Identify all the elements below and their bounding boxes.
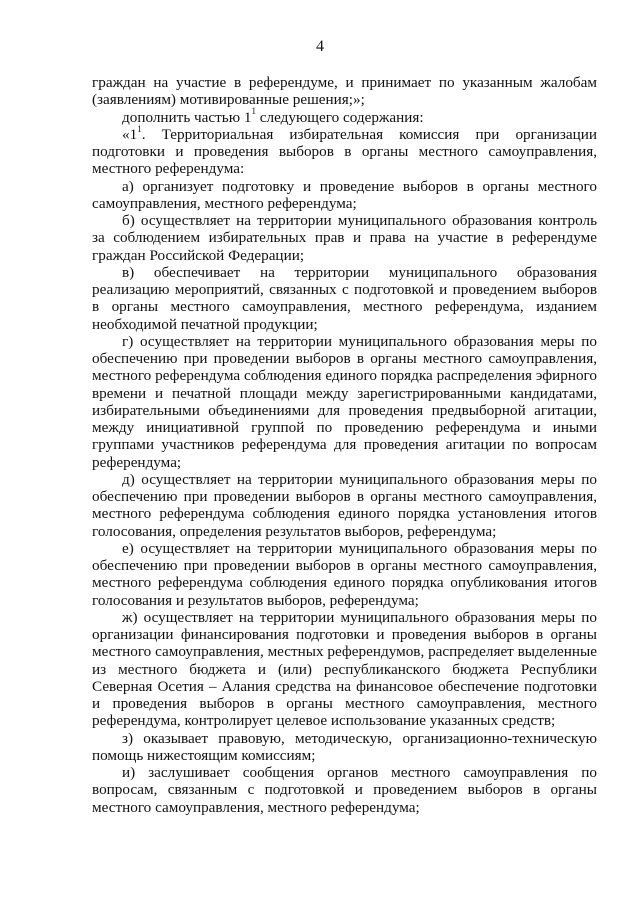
list-item-g: г) осуществляет на территории муниципального образования меры по обеспечению при проведении выборов в органы местного самоуправления, местного референдума соблюдения единого порядка распределения эфирного времени и печатной площади между зарегистрированными кандидатами, избирательными объединениями для проведения предвыборной агитации, между инициативной группой по проведению референдума и иными группами участников референдума для проведения агитации по вопросам референдума; <box>92 332 597 471</box>
amendment-intro-text: дополнить частью 1 <box>122 108 252 126</box>
document-body <box>92 74 597 816</box>
amendment-intro-text-end: следующего содержания: <box>255 108 424 126</box>
superscript-marker: 1 <box>251 106 256 117</box>
part-number: «1 <box>122 125 138 143</box>
part-heading-text: . Территориальная избирательная комиссия при организации подготовки и проведения выборов в органы местного самоуправления, местного референдума: <box>92 125 597 178</box>
list-item-a: а) организует подготовку и проведение выборов в органы местного самоуправления, местного референдума; <box>92 177 597 212</box>
page-number: 4 <box>316 38 324 55</box>
list-item-z: з) оказывает правовую, методическую, организационно-техническую помощь нижестоящим комиссиям; <box>92 729 597 764</box>
list-item-e: е) осуществляет на территории муниципального образования меры по обеспечению при проведении выборов в органы местного самоуправления, местного референдума соблюдения единого порядка опубликования итогов голосования и результатов выборов, референдума; <box>92 539 597 609</box>
list-item-d: д) осуществляет на территории муниципального образования меры по обеспечению при проведении выборов в органы местного самоуправления, местного референдума соблюдения единого порядка установления итогов голосования, определения результатов выборов, референдума; <box>92 470 597 540</box>
list-item-i: и) заслушивает сообщения органов местного самоуправления по вопросам, связанным с подготовкой и проведением выборов в органы местного самоуправления, местного референдума; <box>92 764 597 816</box>
superscript-marker: 1 <box>137 123 142 134</box>
list-item-zh: ж) осуществляет на территории муниципального образования меры по организации финансирования подготовки и проведения выборов в органы местного самоуправления, местных референдумов, распределяет выделенные из местного бюджета и (или) республиканского бюджета Республики Северная Осетия – Алания средства на финансовое обеспечение подготовки и проведения выборов в органы местного самоуправления, местного референдума, контролирует целевое использование указанных средств; <box>92 608 597 730</box>
list-item-b: б) осуществляет на территории муниципального образования контроль за соблюдением избирательных прав и права на участие в референдуме граждан Российской Федерации; <box>92 212 597 264</box>
paragraph-part-heading <box>92 123 597 178</box>
paragraph-amendment-intro <box>92 106 597 126</box>
paragraph-continuation: граждан на участие в референдуме, и принимает по указанным жалобам (заявлениям) мотивированные решения;»; <box>92 74 597 109</box>
list-item-v: в) обеспечивает на территории муниципального образования реализацию мероприятий, связанных с подготовкой и проведением выборов в органы местного самоуправления, местного референдума, изданием необходимой печатной продукции; <box>92 263 597 333</box>
